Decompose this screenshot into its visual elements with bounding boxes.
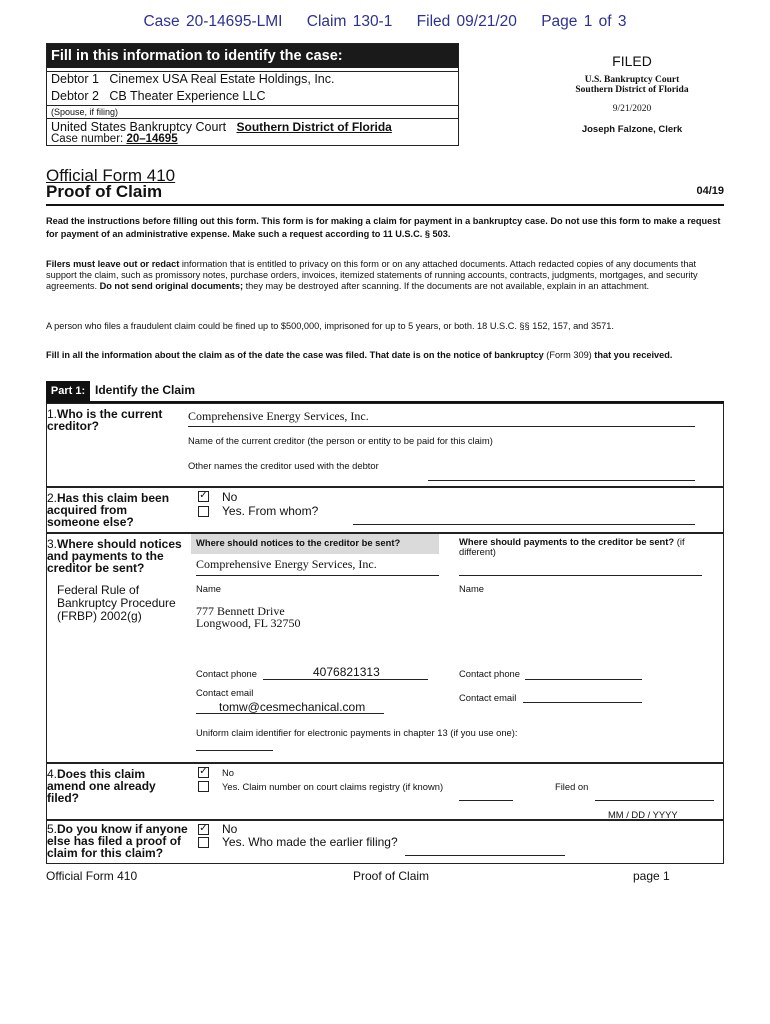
debtor1-label: Debtor 1	[51, 72, 99, 86]
q4-no-checkbox[interactable]	[198, 767, 209, 778]
notice-address-line2[interactable]: Longwood, FL 32750	[196, 616, 301, 630]
notice-email-label: Contact email	[196, 687, 254, 698]
question-3-box	[46, 533, 724, 763]
question-2-box	[46, 487, 724, 533]
checkmark-icon: ✓	[199, 823, 208, 834]
debtor2-underline	[47, 105, 458, 106]
footer-form-number: Official Form 410	[46, 869, 138, 883]
other-names-label: Other names the creditor used with the debtor	[188, 460, 379, 471]
payment-email-label: Contact email	[459, 692, 517, 703]
notice-phone-label: Contact phone	[196, 668, 257, 679]
header-case: Case 20-14695-LMI	[143, 13, 283, 30]
part1-label: Part 1:	[46, 381, 90, 401]
q4-claim-number-field[interactable]	[459, 800, 513, 801]
notice-phone-underline	[263, 679, 428, 680]
instructions-paragraph-2: Filers must leave out or redact information that is entitled to privacy on this form or on any attached documents. Attach redacted copies of any documents that support the claim, such as promissory notes, purchase orders, invoices, itemized statements of running accounts, contracts, judgments, mortgages, and security agreements. Do not send original documents; they may be destroyed after scanning. If the documents are not available, explain in an attachment.	[46, 259, 698, 291]
stamp-clerk: Joseph Falzone, Clerk	[581, 124, 683, 135]
question-4-box	[46, 763, 724, 820]
q5-earlier-filer-field[interactable]	[405, 855, 565, 856]
payment-name-label: Name	[459, 583, 485, 594]
spouse-note: (Spouse, if filing)	[51, 107, 119, 117]
current-creditor-help: Name of the current creditor (the person or entity to be paid for this claim)	[188, 435, 493, 446]
uci-label: Uniform claim identifier for electronic payments in chapter 13 (if you use one):	[196, 727, 518, 738]
stamp-court-line2: Southern District of Florida	[575, 85, 689, 95]
instructions-paragraph-3: A person who files a fraudulent claim could be fined up to $500,000, imprisoned for up to 5 years, or both. 18 U.S.C. §§ 152, 157, and 3571.	[46, 321, 614, 331]
q2-from-whom-field[interactable]	[353, 524, 695, 525]
title-rule	[46, 204, 724, 206]
q4-no-label: No	[222, 767, 234, 778]
q2-no-checkbox[interactable]	[198, 491, 209, 502]
notice-email-underline	[196, 713, 384, 714]
case-number-label: Case number:	[51, 133, 124, 145]
debtor1-value[interactable]: Cinemex USA Real Estate Holdings, Inc.	[109, 72, 335, 86]
q4-filed-on-field[interactable]	[595, 800, 714, 801]
case-info-heading: Fill in this information to identify the case:	[47, 44, 458, 68]
payments-header: Where should payments to the creditor be sent? (if different)	[459, 536, 685, 557]
court-row	[51, 120, 392, 134]
q4-date-format: MM / DD / YYYY	[608, 809, 678, 820]
checkmark-icon: ✓	[199, 490, 208, 501]
debtor1-row	[51, 72, 334, 86]
notice-name-value[interactable]: Comprehensive Energy Services, Inc.	[196, 557, 377, 571]
debtor2-label: Debtor 2	[51, 89, 99, 103]
notice-name-underline	[196, 575, 439, 576]
payment-name-field[interactable]	[459, 575, 702, 576]
q4-filed-on-label: Filed on	[555, 781, 589, 792]
debtor2-value[interactable]: CB Theater Experience LLC	[109, 89, 266, 103]
spouse-underline	[47, 118, 458, 119]
court-label: United States Bankruptcy Court	[51, 120, 227, 134]
case-number-row	[51, 133, 178, 145]
question-5-label: 5.Do you know if anyone else has filed a proof of claim for this claim?	[47, 822, 188, 860]
part1-title: Identify the Claim	[95, 383, 196, 397]
notice-address-line1[interactable]: 777 Bennett Drive	[196, 604, 285, 618]
stamp-court-line1: U.S. Bankruptcy Court	[584, 75, 680, 85]
q4-yes-checkbox[interactable]	[198, 781, 209, 792]
notice-phone-value[interactable]: 4076821313	[313, 665, 380, 679]
filed-stamp-title: FILED	[612, 53, 652, 69]
question-1-box	[46, 403, 724, 487]
question-2-label: 2.Has this claim been acquired from someone else?	[47, 491, 170, 529]
question-5-box	[46, 820, 724, 864]
q5-yes-checkbox[interactable]	[198, 837, 209, 848]
instructions-paragraph-4: Fill in all the information about the claim as of the date the case was filed. That date is on the notice of bankruptcy (Form 309) that you received.	[46, 350, 673, 360]
instructions-paragraph-1: Read the instructions before filling out this form. This form is for making a claim for payment in a bankruptcy case. Do not use this form to make a request for payment of an administrative expense. Make such a request according to 11 U.S.C. § 503.	[46, 216, 721, 239]
stamp-date: 9/21/2020	[612, 104, 652, 114]
question-4-label: 4.Does this claim amend one already filed?	[47, 767, 156, 805]
q5-yes-label: Yes. Who made the earlier filing?	[222, 835, 398, 849]
q2-yes-label: Yes. From whom?	[222, 504, 319, 518]
uci-field[interactable]	[196, 750, 273, 751]
case-number-value[interactable]: 20–14695	[126, 133, 178, 145]
question-1-label: 1.Who is the current creditor?	[47, 407, 163, 433]
notice-name-label: Name	[196, 583, 222, 594]
q2-no-label: No	[222, 490, 238, 504]
question-3-label: 3.Where should notices and payments to the creditor be sent?	[47, 537, 182, 575]
notices-header: Where should notices to the creditor be sent?	[196, 537, 401, 548]
payment-phone-label: Contact phone	[459, 668, 520, 679]
form-title: Proof of Claim	[46, 182, 163, 201]
current-creditor-underline	[188, 426, 695, 427]
filed-stamp	[548, 53, 716, 135]
checkmark-icon: ✓	[199, 766, 208, 777]
frbp-rule: Federal Rule of Bankruptcy Procedure (FRBP) 2002(g)	[57, 583, 176, 623]
debtor2-row	[51, 89, 265, 103]
payment-email-field[interactable]	[523, 702, 642, 703]
court-value[interactable]: Southern District of Florida	[236, 120, 392, 134]
header-claim: Claim 130-1	[306, 13, 393, 30]
q5-no-checkbox[interactable]	[198, 824, 209, 835]
q5-no-label: No	[222, 822, 238, 836]
header-filed: Filed 09/21/20	[416, 13, 517, 30]
notice-email-value[interactable]: tomw@cesmechanical.com	[219, 700, 366, 714]
case-info-box	[46, 43, 459, 146]
other-names-field[interactable]	[428, 480, 695, 481]
filing-header	[0, 13, 770, 31]
q4-yes-label: Yes. Claim number on court claims registry (if known)	[222, 781, 444, 792]
q2-yes-checkbox[interactable]	[198, 506, 209, 517]
header-page: Page 1 of 3	[541, 13, 627, 30]
footer-page: page 1	[633, 869, 670, 883]
official-form-number: Official Form 410	[46, 166, 176, 185]
current-creditor-value[interactable]: Comprehensive Energy Services, Inc.	[188, 409, 369, 423]
form-revision: 04/19	[696, 185, 724, 197]
footer-title: Proof of Claim	[353, 869, 430, 883]
payment-phone-field[interactable]	[525, 679, 642, 680]
